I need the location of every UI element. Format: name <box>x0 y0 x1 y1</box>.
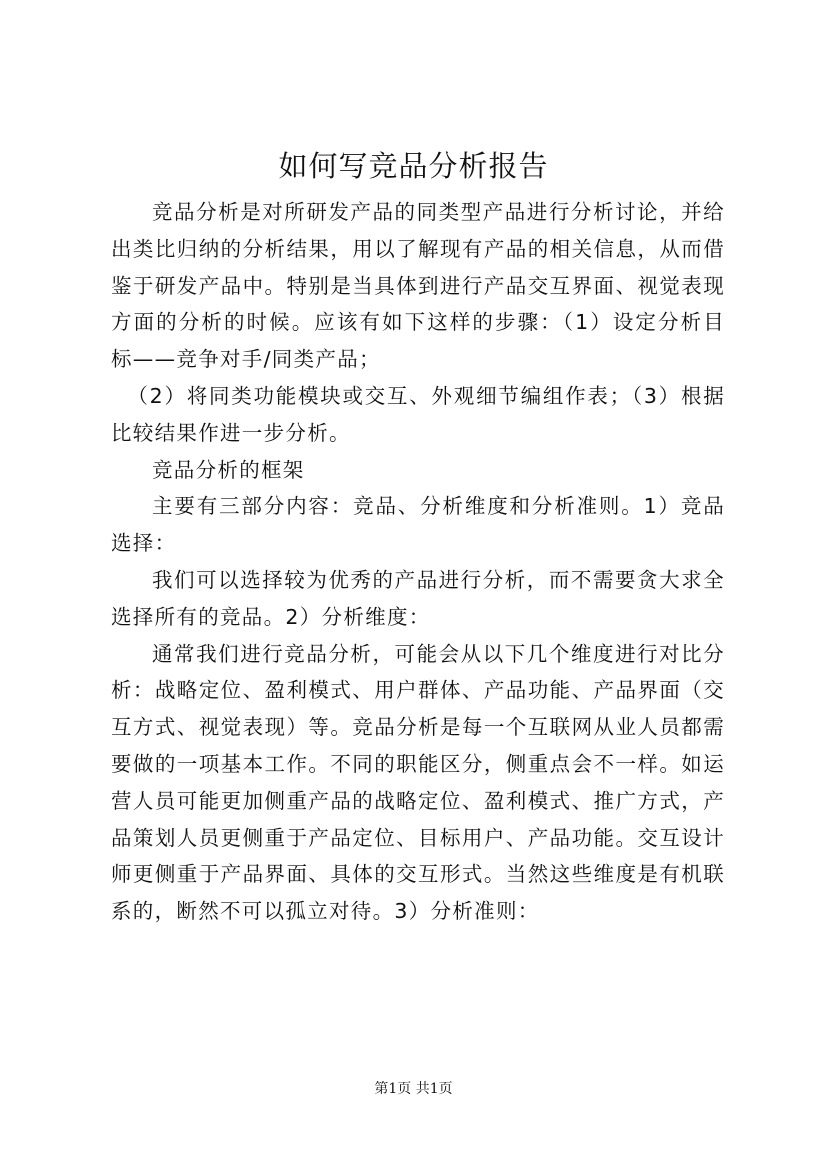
paragraph-dimensions: 通常我们进行竞品分析，可能会从以下几个维度进行对比分析：战略定位、盈利模式、用户群体、产品功能、产品界面（交互方式、视觉表现）等。竞品分析是每一个互联网从业人员都需要做的一项基本工作。不同的职能区分，侧重点会不一样。如运营人员可能更加侧重产品的战略定位、盈利模式、推广方式，产品策划人员更侧重于产品定位、目标用户、产品功能。交互设计师更侧重于产品界面、具体的交互形式。当然这些维度是有机联系的，断然不可以孤立对待。3）分析准则： <box>111 641 725 924</box>
section-heading-framework: 竞品分析的框架 <box>152 457 305 482</box>
page-title: 如何写竞品分析报告 <box>278 149 549 183</box>
paragraph-selection: 我们可以选择较为优秀的产品进行分析，而不需要贪大求全选择所有的竞品。2）分析维度： <box>111 567 725 629</box>
document-body <box>111 194 725 930</box>
page-footer: 第1页 共1页 <box>374 1081 453 1097</box>
paragraph-steps: （2）将同类功能模块或交互、外观细节编组作表；（3）根据比较结果作进一步分析。 <box>111 383 725 445</box>
paragraph-framework: 主要有三部分内容：竞品、分析维度和分析准则。1）竞品选择： <box>111 494 725 556</box>
paragraph-intro: 竞品分析是对所研发产品的同类型产品进行分析讨论，并给出类比归纳的分析结果，用以了解现有产品的相关信息，从而借鉴于研发产品中。特别是当具体到进行产品交互界面、视觉表现方面的分析的时候。应该有如下这样的步骤：（1）设定分析目标——竞争对手/同类产品； <box>111 200 725 372</box>
